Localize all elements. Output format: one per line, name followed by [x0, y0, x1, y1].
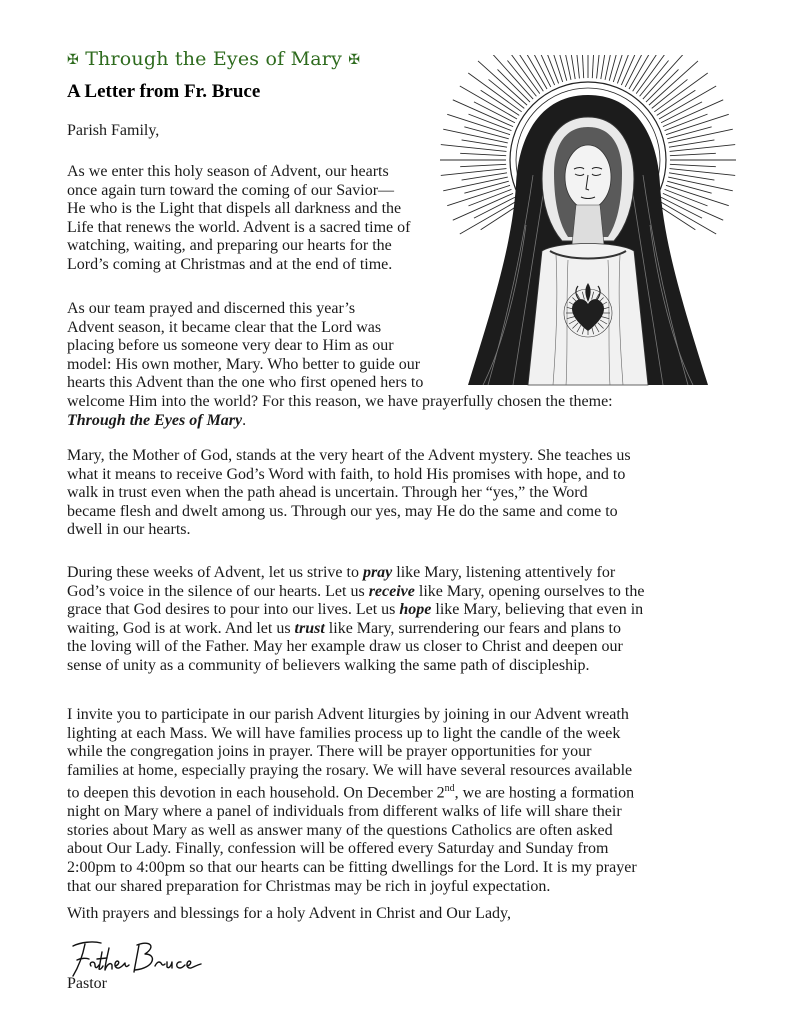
- text-line: what it means to receive God’s Word with faith, to hold His promises with hope, and to: [67, 465, 626, 483]
- halo-ray: [528, 55, 555, 85]
- text-run: to deepen this devotion in each household. On December 2: [67, 784, 445, 802]
- halo-ray: [646, 69, 679, 102]
- text-run: waiting, God is at work. And let us: [67, 619, 295, 637]
- emphasis-trust: trust: [294, 619, 325, 637]
- text-line: dwell in our hearts.: [67, 521, 191, 539]
- text-line: walk in trust even when the path ahead is uncertain. Through her “yes,” the Word: [67, 484, 588, 502]
- text-line: [67, 583, 732, 602]
- text-line: hearts this Advent than the one who first opened hers to: [67, 374, 424, 392]
- halo-ray: [592, 55, 594, 78]
- text-line: while the congregation joins in prayer. There will be prayer opportunities for your: [67, 743, 592, 761]
- halo-ray: [605, 55, 619, 80]
- paragraph-4: [67, 564, 732, 676]
- halo-ray: [478, 61, 527, 105]
- paragraph-3: [67, 447, 732, 540]
- halo-ray: [464, 127, 508, 139]
- closing-line: With prayers and blessings for a holy Advent in Christ and Our Lady,: [67, 905, 512, 922]
- halo-ray: [542, 55, 558, 83]
- halo-ray: [464, 181, 508, 193]
- page-title: [67, 48, 360, 70]
- text-line: lighting at each Mass. We will have families process up to light the candle of the week: [67, 724, 621, 742]
- halo-ray: [670, 153, 716, 155]
- halo-ray: [670, 164, 716, 166]
- text-run: grace that God desires to pour into our lives. Let us: [67, 601, 400, 619]
- text-line: As our team prayed and discerned this year’s: [67, 300, 356, 317]
- text-line: families at home, especially praying the rosary. We will have several resources available: [67, 761, 633, 779]
- theme-period: .: [242, 411, 247, 429]
- emphasis-hope: hope: [399, 601, 432, 619]
- text-run: like Mary, opening ourselves to the: [414, 582, 645, 600]
- text-run: like Mary, surrendering our fears and plans to: [324, 619, 621, 637]
- halo-ray: [667, 181, 711, 193]
- halo-ray: [601, 55, 608, 79]
- paragraph-1: [67, 163, 452, 275]
- halo-ray: [447, 185, 510, 205]
- text-line: [67, 780, 732, 803]
- text-line: Life that renews the world. Advent is a sacred time of: [67, 218, 411, 236]
- text-line: Lord’s coming at Christmas and at the end of time.: [67, 255, 393, 273]
- halo-ray: [568, 55, 575, 79]
- text-line: stories about Mary as well as answer many of the questions Catholics are often asked: [67, 821, 613, 839]
- halo-ray: [497, 69, 530, 102]
- halo-ray: [501, 55, 540, 94]
- text-line: [67, 601, 732, 620]
- text-line: I invite you to participate in our parish Advent liturgies by joining in our Advent wreath: [67, 706, 629, 723]
- halo-ray: [649, 61, 698, 105]
- text-line: He who is the Light that dispels all darkness and the: [67, 200, 402, 218]
- letter-greeting: Parish Family,: [67, 122, 160, 139]
- text-line: once again turn toward the coming of our Savior—: [67, 181, 395, 199]
- ordinal-suffix: nd: [444, 783, 455, 795]
- text-run: God’s voice in the silence of our hearts. Let us: [67, 582, 369, 600]
- text-line: 2:00pm to 4:00pm so that our hearts can be fitting dwellings for the Lord. It is my prayer: [67, 859, 637, 877]
- page-title-text: Through the Eyes of Mary: [85, 48, 342, 70]
- text-line: As we enter this holy season of Advent, our hearts: [67, 163, 389, 180]
- text-line: model: His own mother, Mary. Who better to guide our: [67, 355, 421, 373]
- mary-halo-illustration-icon: [438, 55, 738, 405]
- text-line: [67, 620, 732, 639]
- halo-ray: [617, 55, 633, 83]
- text-line: [67, 412, 732, 431]
- text-line: that our shared preparation for Christmas may be rich in joyful expectation.: [67, 877, 551, 895]
- page-subtitle: A Letter from Fr. Bruce: [67, 81, 261, 102]
- halo-ray: [666, 185, 729, 205]
- halo-ray: [663, 100, 723, 127]
- halo-ray: [460, 201, 517, 234]
- halo-ray: [460, 164, 506, 166]
- text-line: watching, waiting, and preparing our hearts for the: [67, 237, 392, 255]
- text-line: sense of unity as a community of believers walking the same path of discipleship.: [67, 656, 590, 674]
- text-run: like Mary, believing that even in: [431, 601, 644, 619]
- halo-ray: [530, 55, 551, 87]
- cross-icon: ✠: [67, 52, 79, 68]
- text-run: , we are hosting a formation: [454, 784, 635, 802]
- halo-ray: [621, 55, 648, 85]
- emphasis-pray: pray: [362, 564, 393, 581]
- halo-ray: [667, 127, 711, 139]
- text-line: night on Mary where a panel of individuals from different walks of life will share their: [67, 803, 622, 821]
- neck-shape: [572, 205, 604, 245]
- text-line: about Our Lady. Finally, confession will be offered every Saturday and Sunday from: [67, 840, 609, 858]
- text-line: Mary, the Mother of God, stands at the very heart of the Advent mystery. She teaches us: [67, 447, 631, 464]
- halo-ray: [659, 201, 716, 234]
- emphasis-receive: receive: [368, 582, 415, 600]
- text-line: the loving will of the Father. May her example draw us closer to Christ and deepen our: [67, 638, 623, 656]
- text-run: During these weeks of Advent, let us strive to: [67, 564, 363, 581]
- text-line: [67, 564, 732, 583]
- halo-ray: [460, 153, 506, 155]
- cross-icon: ✠: [348, 52, 361, 68]
- halo-ray: [663, 193, 723, 220]
- halo-ray: [636, 55, 675, 94]
- text-line: became flesh and dwelt among us. Through our yes, may He do the same and come to: [67, 502, 618, 520]
- text-line: Advent season, it became clear that the Lord was: [67, 318, 382, 336]
- halo-ray: [581, 55, 583, 78]
- halo-ray: [453, 100, 513, 127]
- text-line: welcome Him into the world? For this reason, we have prayerfully chosen the theme:: [67, 392, 613, 410]
- paragraph-5: [67, 706, 732, 896]
- halo-ray: [657, 90, 696, 115]
- halo-ray: [481, 90, 520, 115]
- halo-ray: [666, 114, 729, 134]
- signature-role: Pastor: [67, 975, 107, 992]
- halo-ray: [447, 114, 510, 134]
- text-run: like Mary, listening attentively for: [392, 564, 616, 581]
- halo-ray: [557, 55, 571, 80]
- halo-ray: [453, 193, 513, 220]
- text-line: placing before us someone very dear to Him as our: [67, 337, 394, 355]
- halo-ray: [625, 55, 646, 87]
- theme-emphasis: Through the Eyes of Mary: [67, 411, 243, 429]
